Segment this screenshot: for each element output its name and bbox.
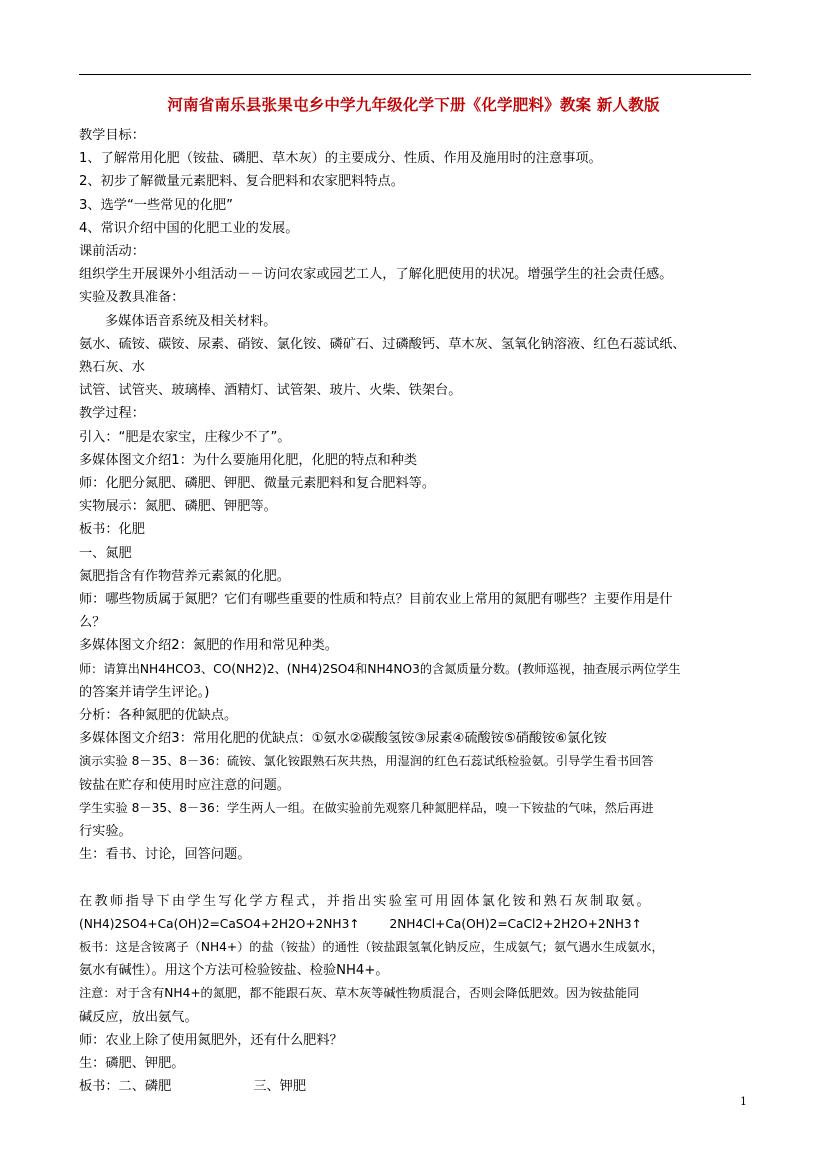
text-line: 碱反应，放出氨气。 [79, 1009, 198, 1025]
text-line: 生：磷肥、钾肥。 [79, 1055, 185, 1071]
board-line [79, 1075, 751, 1098]
text-line: 师：化肥分氮肥、磷肥、钾肥、微量元素肥料和复合肥料等。 [79, 476, 436, 492]
text-line: 教学目标： [79, 128, 145, 143]
text-line: 分析：各种氮肥的优缺点。 [79, 708, 238, 724]
text-line: 4、常识介绍中国的化肥工业的发展。 [79, 220, 299, 236]
text-line: 板书：这是含铵离子（NH4+）的盐（铵盐）的通性（铵盐跟氢氧化钠反应，生成氨气；氨气遇水生成氨水， [79, 939, 664, 954]
text-line: 实验及教具准备： [79, 290, 185, 306]
text-line: 师：农业上除了使用氮肥外，还有什么肥料？ [79, 1032, 343, 1048]
text-line: 演示实验 8－35、8－36：硫铵、氯化铵跟熟石灰共热，用湿润的红色石蕊试纸检验氨。引导学生看书回答 [79, 754, 654, 769]
text-line: 多媒体语音系统及相关材料。 [105, 313, 277, 329]
text-line: 生：看书、讨论，回答问题。 [79, 847, 251, 863]
text-line: 师：哪些物质属于氮肥？它们有哪些重要的性质和特点？目前农业上常用的氮肥有哪些？主要作用是什 [79, 592, 673, 608]
text-line: 注意：对于含有NH4+的氮肥，都不能跟石灰、草木灰等碱性物质混合，否则会降低肥效。因为铵盐能同 [79, 986, 640, 1001]
text-line: 课前活动： [79, 244, 145, 260]
text-line: 氨水有碱性）。用这个方法可检验铵盐、检验NH4+。 [79, 963, 389, 979]
blank-line [79, 867, 751, 890]
text-line: 一、氮肥 [79, 545, 132, 561]
text-line: 么？ [79, 615, 106, 631]
equation-ammonium-sulfate: (NH4)2SO4+Ca(OH)2=CaSO4+2H2O+2NH3↑ [79, 916, 360, 931]
text-line: 氨水、硫铵、碳铵、尿素、硝铵、氯化铵、磷矿石、过磷酸钙、草木灰、氢氧化钠溶液、红色石蕊试纸、 [79, 336, 686, 352]
text-line: 板书：化肥 [79, 522, 145, 538]
page-number: 1 [740, 1095, 747, 1108]
text-line: 2、初步了解微量元素肥料、复合肥料和农家肥料特点。 [79, 174, 404, 190]
text-line: 熟石灰、水 [79, 360, 145, 376]
text-line: 行实验。 [79, 824, 132, 840]
text-line: 组织学生开展课外小组活动－－访问农家或园艺工人，了解化肥使用的状况。增强学生的社会责任感。 [79, 267, 673, 283]
text-line: 1、了解常用化肥（铵盐、磷肥、草木灰）的主要成分、性质、作用及施用时的注意事项。 [79, 151, 602, 167]
text-line: 氮肥指含有作物营养元素氮的化肥。 [79, 568, 290, 584]
text-line: 在教师指导下由学生写化学方程式，并指出实验室可用固体氯化铵和熟石灰制取氨。 [79, 893, 653, 909]
board-potash: 三、钾肥 [253, 1079, 307, 1095]
document-body [79, 124, 751, 1098]
text-line: 多媒体图文介绍2：氮肥的作用和常见种类。 [79, 638, 338, 654]
text-line: 教学过程： [79, 406, 145, 422]
text-line: 师：请算出NH4HCO3、CO(NH2)2、(NH4)2SO4和NH4NO3的含氮质量分数。(教师巡视，抽查展示两位学生 [79, 661, 681, 676]
text-line: 试管、试管夹、玻璃棒、酒精灯、试管架、玻片、火柴、铁架台。 [79, 383, 462, 399]
text-line: 3、选学“一些常见的化肥” [79, 197, 233, 213]
document-title: 河南省南乐县张果屯乡中学九年级化学下册《化学肥料》教案 新人教版 [167, 96, 660, 114]
equation-ammonium-chloride: 2NH4Cl+Ca(OH)2=CaCl2+2H2O+2NH3↑ [389, 916, 642, 931]
equation-line [79, 913, 751, 936]
text-line: 的答案并请学生评论。) [79, 684, 210, 700]
header-rule [79, 74, 751, 75]
text-line: 铵盐在贮存和使用时应注意的问题。 [79, 777, 290, 793]
text-line: 学生实验 8－35、8－36：学生两人一组。在做实验前先观察几种氮肥样品，嗅一下铵盐的气味，然后再进 [79, 800, 654, 815]
text-line: 引入：“肥是农家宝，庄稼少不了”。 [79, 429, 291, 445]
text-line: 多媒体图文介绍3：常用化肥的优缺点：①氨水②碳酸氢铵③尿素④硫酸铵⑤硝酸铵⑥氯化铵 [79, 731, 607, 747]
text-line: 实物展示：氮肥、磷肥、钾肥等。 [79, 499, 277, 515]
text-line: 多媒体图文介绍1：为什么要施用化肥，化肥的特点和种类 [79, 452, 418, 468]
board-phosphate: 板书：二、磷肥 [79, 1079, 172, 1095]
